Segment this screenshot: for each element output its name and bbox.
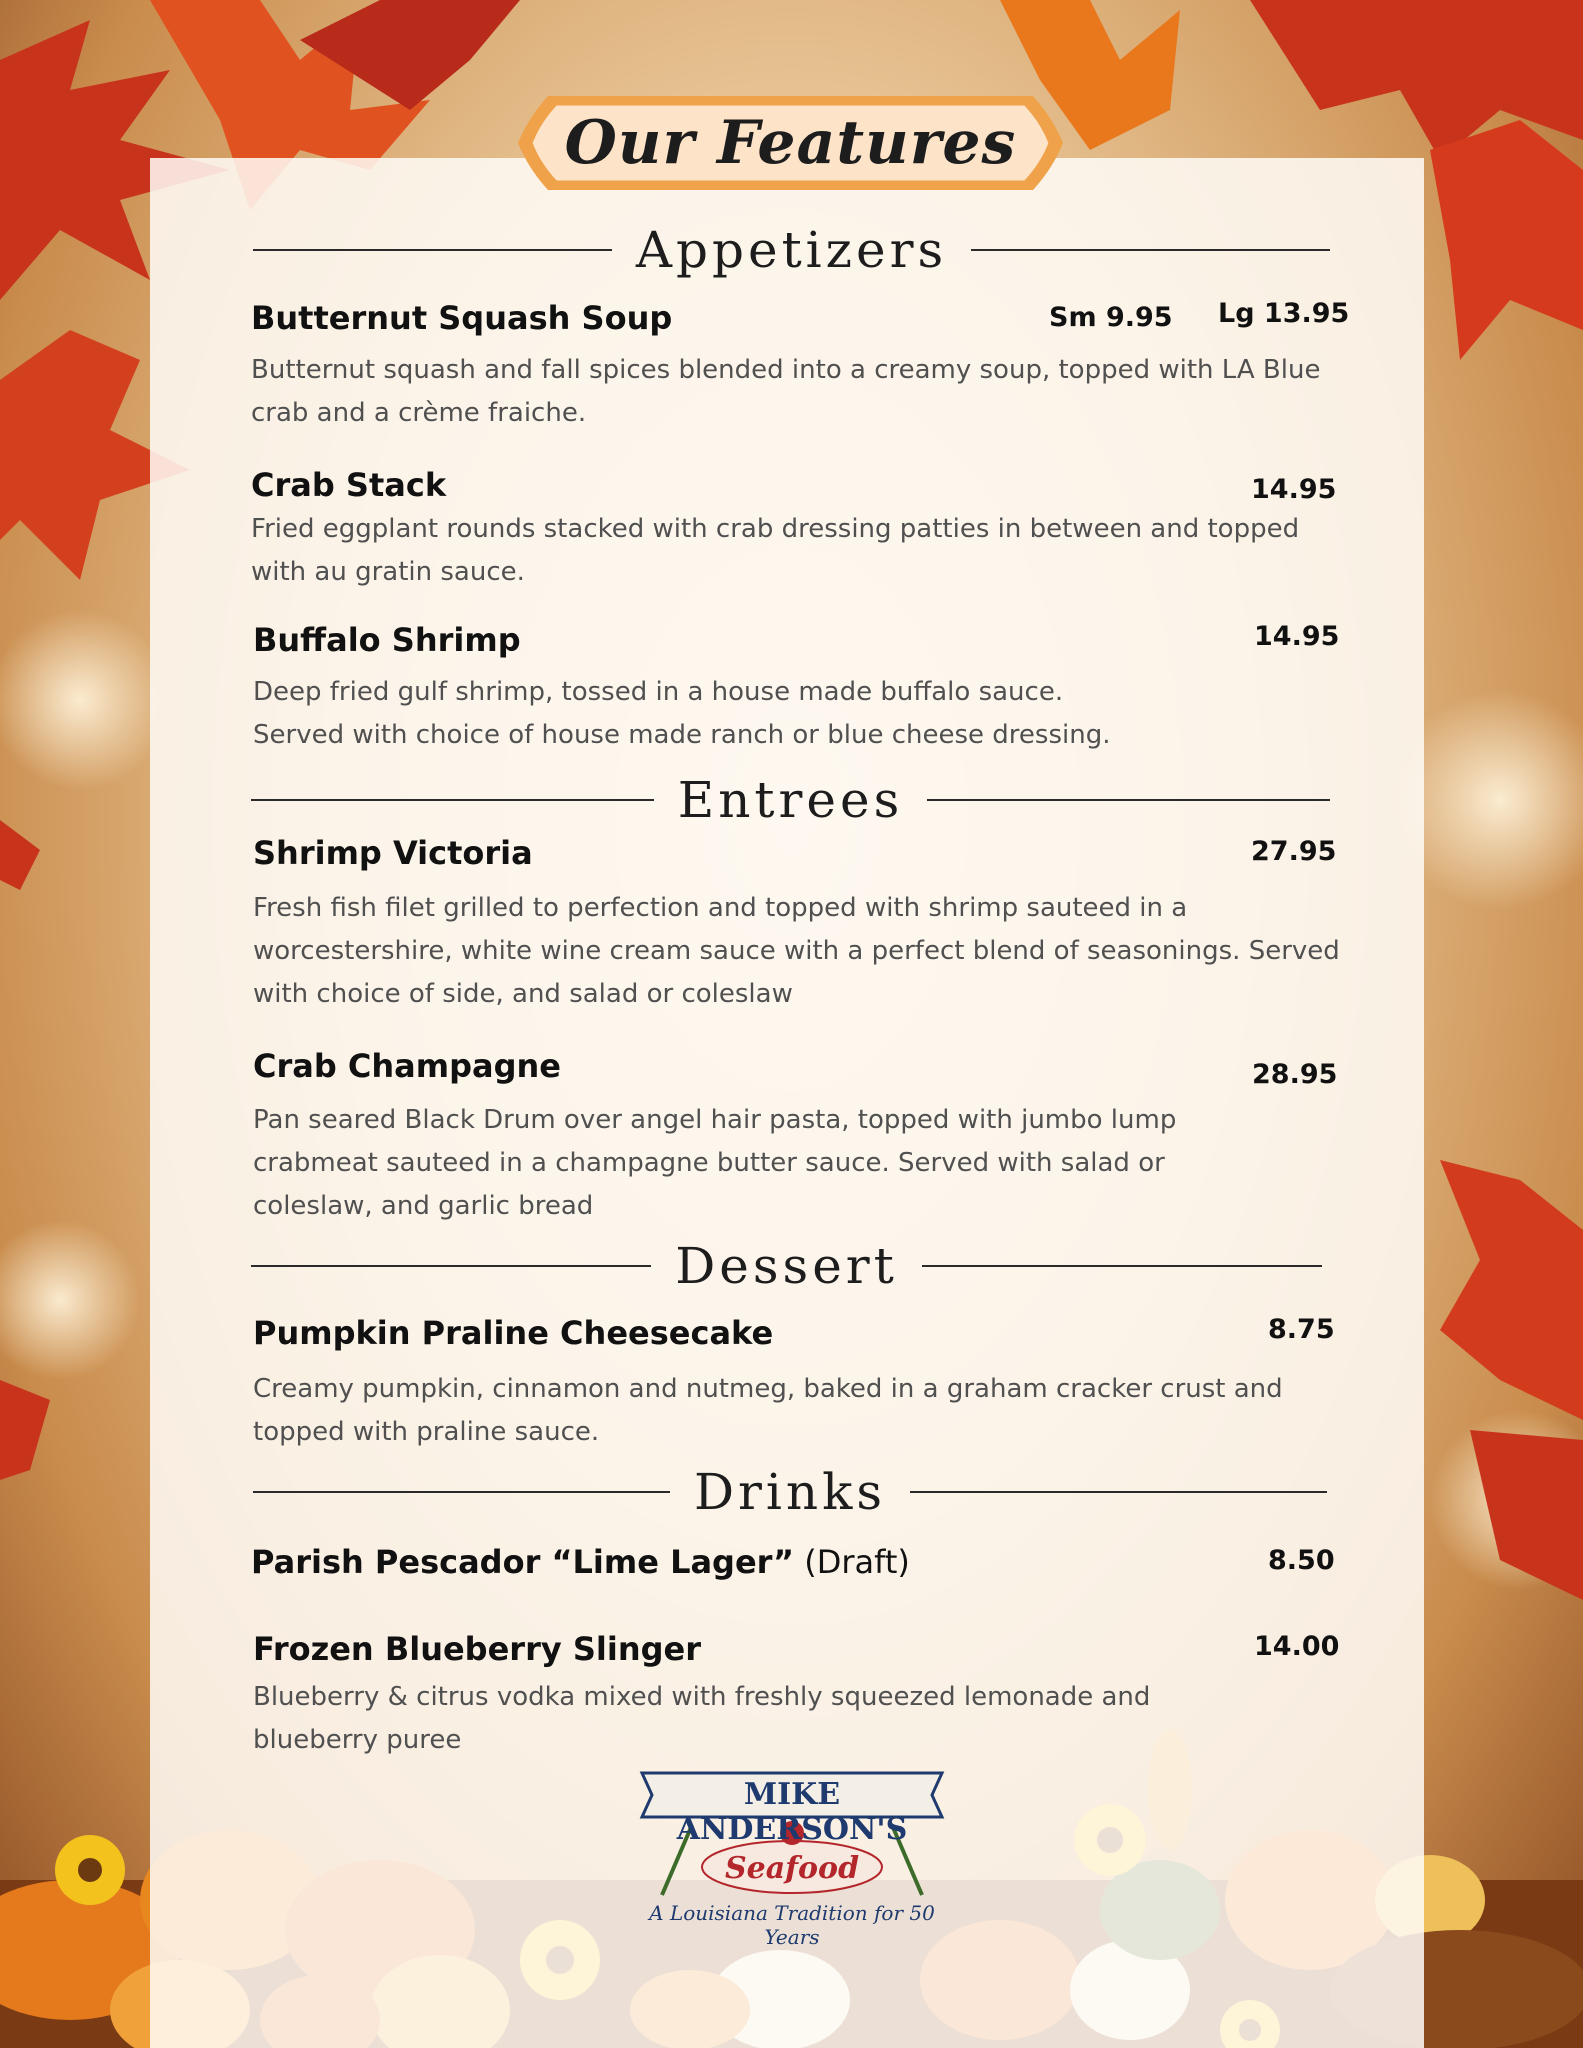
item-name-frozen-blueberry-slinger: Frozen Blueberry Slinger — [253, 1630, 701, 1668]
item-name-buffalo-shrimp: Buffalo Shrimp — [253, 621, 521, 659]
item-name-parish-pescador — [251, 1543, 910, 1581]
divider — [922, 1265, 1322, 1267]
logo-subtitle: Seafood — [724, 1851, 860, 1886]
divider — [910, 1491, 1327, 1493]
divider — [251, 1265, 651, 1267]
section-header-dessert — [251, 1236, 1322, 1296]
item-price: 27.95 — [1251, 836, 1337, 867]
item-name-crab-champagne: Crab Champagne — [253, 1047, 561, 1085]
item-description: Fresh fish filet grilled to perfection and topped with shrimp sauteed in a worcestershire, white wine cream sauce with a perfect blend of seasonings. Served with choice of side, and salad or coleslaw — [253, 893, 1340, 1009]
item-description: Pan seared Black Drum over angel hair pasta, topped with jumbo lump crabmeat sauteed in a champagne butter sauce. Served with salad or coleslaw, and garlic bread — [253, 1105, 1177, 1221]
description-line: Deep fried gulf shrimp, tossed in a house made buffalo sauce. — [253, 677, 1064, 707]
item-description: Fried eggplant rounds stacked with crab dressing patties in between and topped with au gratin sauce. — [251, 514, 1300, 587]
restaurant-logo — [632, 1755, 952, 1949]
item-description: Blueberry & citrus vodka mixed with freshly squeezed lemonade and blueberry puree — [253, 1682, 1151, 1755]
divider — [927, 799, 1330, 801]
section-header-drinks — [253, 1462, 1327, 1522]
section-title: Drinks — [693, 1463, 887, 1521]
maple-leaf-icon — [0, 820, 50, 1480]
item-price: 14.95 — [1251, 474, 1337, 505]
divider — [253, 1491, 670, 1493]
item-description — [253, 671, 1353, 757]
item-price: 8.50 — [1268, 1545, 1335, 1576]
divider — [971, 249, 1330, 251]
item-price-small: Sm 9.95 — [1049, 302, 1173, 333]
item-price: 28.95 — [1252, 1059, 1338, 1090]
item-price: 8.75 — [1268, 1314, 1335, 1345]
item-name-shrimp-victoria: Shrimp Victoria — [253, 834, 533, 872]
item-price: 14.95 — [1254, 621, 1340, 652]
item-name-crab-stack: Crab Stack — [251, 466, 447, 504]
section-title: Entrees — [677, 771, 904, 829]
logo-name: MIKE ANDERSON'S — [676, 1777, 908, 1847]
item-description: Butternut squash and fall spices blended into a creamy soup, topped with LA Blue crab and a crème fraiche. — [251, 355, 1321, 428]
divider — [251, 799, 654, 801]
item-description: Creamy pumpkin, cinnamon and nutmeg, baked in a graham cracker crust and topped with praline sauce. — [253, 1374, 1283, 1447]
section-header-appetizers — [253, 220, 1330, 280]
item-name-pumpkin-praline-cheesecake: Pumpkin Praline Cheesecake — [253, 1314, 774, 1352]
logo-tagline: A Louisiana Tradition for 50 Years — [649, 1901, 935, 1949]
section-title: Dessert — [675, 1237, 898, 1295]
section-header-entrees — [251, 770, 1330, 830]
item-name-suffix: (Draft) — [794, 1543, 910, 1581]
page-title: Our Features — [564, 108, 1017, 178]
item-name-butternut-squash-soup: Butternut Squash Soup — [251, 299, 673, 337]
divider — [253, 249, 612, 251]
section-title: Appetizers — [635, 221, 948, 279]
item-price: 14.00 — [1254, 1631, 1340, 1662]
title-banner — [508, 78, 1073, 208]
item-price-large: Lg 13.95 — [1218, 298, 1350, 329]
item-name-text: Parish Pescador “Lime Lager” — [251, 1543, 795, 1581]
description-line: Served with choice of house made ranch or blue cheese dressing. — [253, 720, 1111, 750]
